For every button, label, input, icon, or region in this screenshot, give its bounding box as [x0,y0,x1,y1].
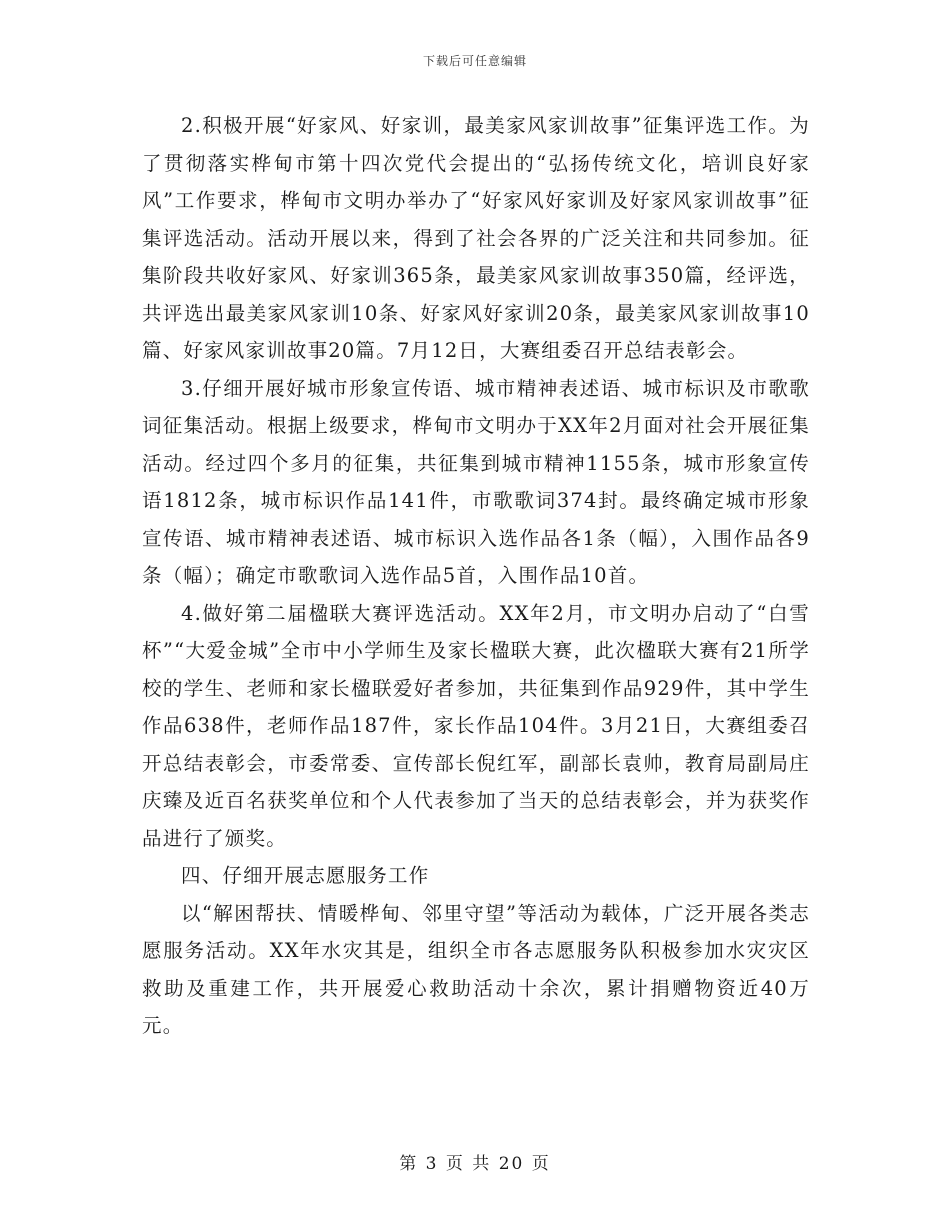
document-body [142,107,810,1045]
paragraph-volunteer-activities: 以“解困帮扶、情暖桦甸、邻里守望”等活动为载体，广泛开展各类志愿服务活动。XX年水灾其是，组织全市各志愿服务队积极参加水灾灾区救助及重建工作，共开展爱心救助活动十余次，累计捐赠物资近40万元。 [142,901,810,1037]
page-header: 下载后可任意编辑 [422,54,527,68]
paragraph-couplet-contest: 4.做好第二届楹联大赛评选活动。XX年2月，市文明办启动了“白雪杯”“大爱金城”全市中小学师生及家长楹联大赛，此次楹联大赛有21所学校的学生、老师和家长楹联爱好者参加，共征集到作品929件，其中学生作品638件，老师作品187件，家长作品104件。3月21日，大赛组委召开总结表彰会，市委常委、宣传部长倪红军，副部长袁帅，教育局副局庄庆臻及近百名获奖单位和个人代表参加了当天的总结表彰会，并为获奖作品进行了颁奖。 [142,601,810,850]
paragraph-family-values-contest: 2.积极开展“好家风、好家训，最美家风家训故事”征集评选工作。为了贯彻落实桦甸市第十四次党代会提出的“弘扬传统文化，培训良好家风”工作要求，桦甸市文明办举办了“好家风好家训及好家风家训故事”征集评选活动。活动开展以来，得到了社会各界的广泛关注和共同参加。征集阶段共收好家风、好家训365条，最美家风家训故事350篇，经评选，共评选出最美家风家训10条、好家风好家训20条，最美家风家训故事10篇、好家风家训故事20篇。7月12日，大赛组委召开总结表彰会。 [142,114,810,362]
section-heading-volunteer-service: 四、仔细开展志愿服务工作 [181,864,430,887]
paragraph-city-slogan-contest: 3.仔细开展好城市形象宣传语、城市精神表述语、城市标识及市歌歌词征集活动。根据上级要求，桦甸市文明办于XX年2月面对社会开展征集活动。经过四个多月的征集，共征集到城市精神1155条，城市形象宣传语1812条，城市标识作品141件，市歌歌词374封。最终确定城市形象宣传语、城市精神表述语、城市标识入选作品各1条（幅），入围作品各9条（幅）；确定市歌歌词入选作品5首，入围作品10首。 [142,376,810,587]
page-number-footer: 第 3 页 共 20 页 [399,1154,551,1174]
